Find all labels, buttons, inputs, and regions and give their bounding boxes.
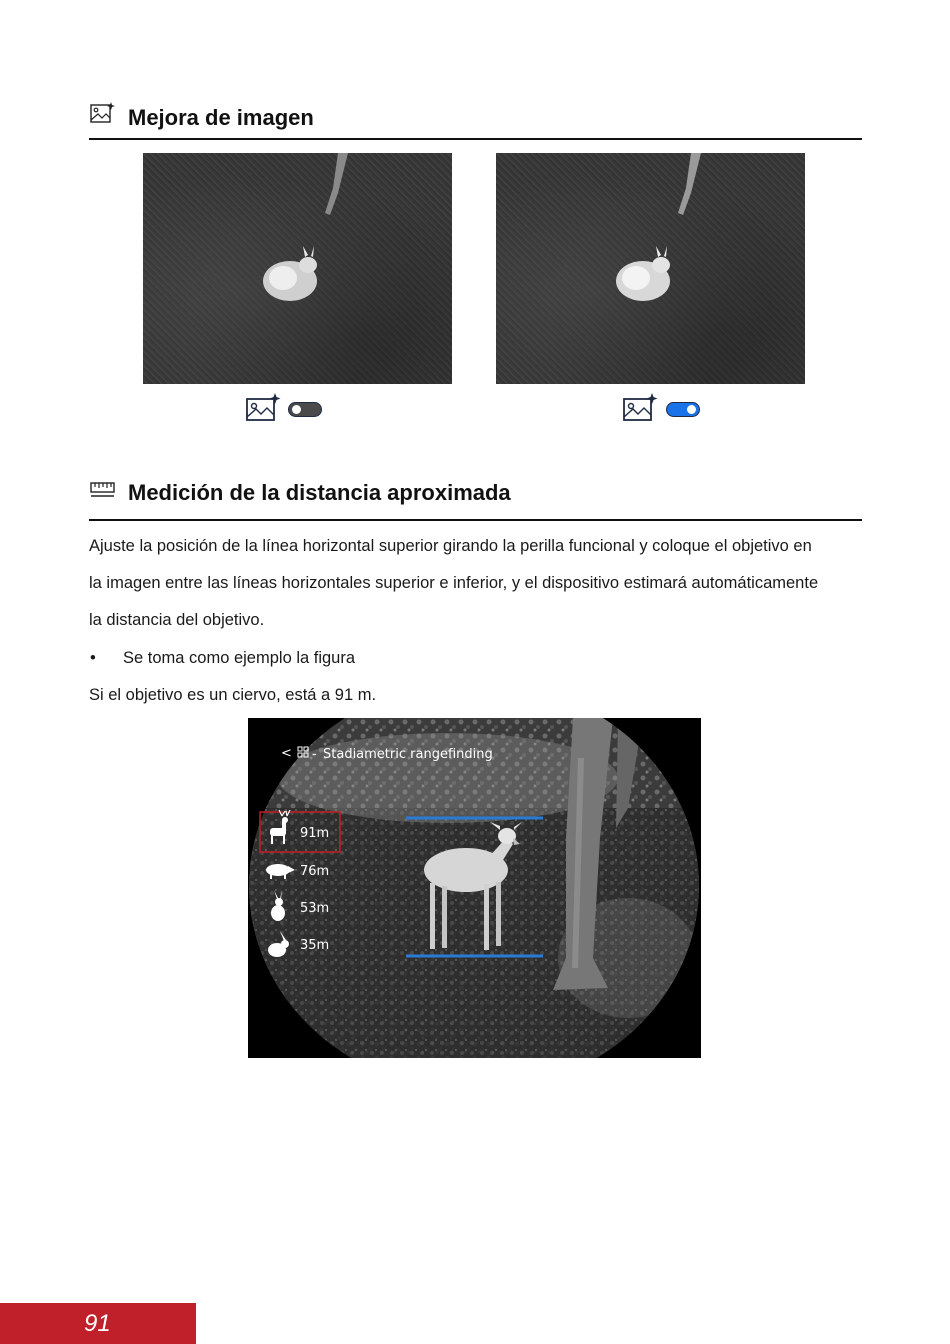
target-distance: 53m: [300, 901, 330, 916]
paragraph-line: la distancia del objetivo.: [89, 611, 265, 629]
svg-text:-: -: [312, 747, 317, 762]
rangefinder-title: Stadiametric rangefinding: [323, 747, 493, 762]
thermal-image-enhancement-on: [496, 153, 805, 384]
thermal-image-enhancement-off: [143, 153, 452, 384]
example-text: Si el objetivo es un ciervo, está a 91 m.: [89, 686, 377, 704]
section-title-image-enhancement: Mejora de imagen: [128, 105, 314, 130]
image-enhance-icon: [90, 102, 116, 126]
paragraph-line: la imagen entre las líneas horizontales superior e inferior, y el dispositivo estimará automáticamente: [89, 574, 819, 592]
svg-text:<: <: [281, 746, 292, 761]
target-distance: 35m: [300, 938, 330, 953]
section-divider: [89, 519, 862, 521]
rangefinder-screen: [248, 718, 701, 1058]
paragraph-line: Ajuste la posición de la línea horizontal superior girando la perilla funcional y coloque el objetivo en: [89, 537, 812, 555]
page-number: 91: [84, 1310, 111, 1337]
image-enhance-icon: [246, 393, 282, 423]
image-enhance-icon: [623, 393, 659, 423]
section-divider: [89, 138, 862, 140]
target-distance: 76m: [300, 864, 330, 879]
section-title-distance: Medición de la distancia aproximada: [128, 480, 511, 505]
target-distance: 91m: [300, 826, 330, 841]
bullet-marker: •: [90, 649, 96, 667]
ruler-icon: [90, 478, 116, 498]
enhancement-toggle-on[interactable]: [666, 402, 700, 417]
enhancement-toggle-off[interactable]: [288, 402, 322, 417]
bullet-text: Se toma como ejemplo la figura: [123, 649, 356, 667]
